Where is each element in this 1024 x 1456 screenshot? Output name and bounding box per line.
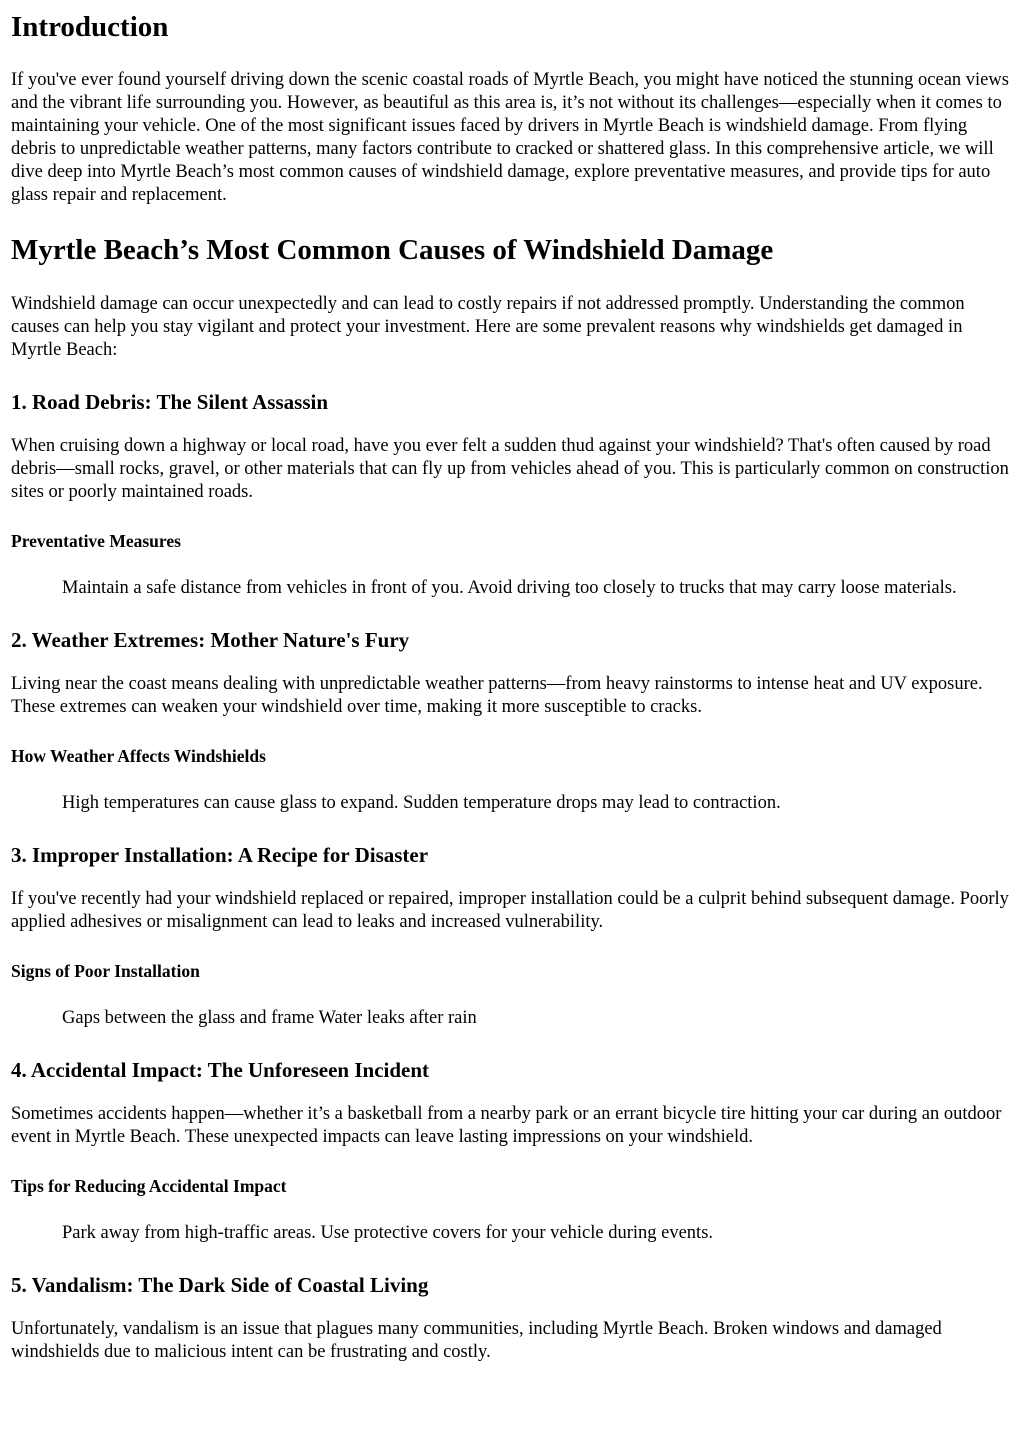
causes-paragraph: Windshield damage can occur unexpectedly and can lead to costly repairs if not addressed promptly. Understanding the common causes can help you stay vigilant and protect your investment. Here are some prevalent reasons why windshields get damaged in Myrtle Beach: (11, 294, 965, 360)
section-4-paragraph: Sometimes accidents happen—whether it’s a basketball from a nearby park or an errant bicycle tire hitting your car during an outdoor event in Myrtle Beach. These unexpected impacts can leave lasting impressions on your windshield. (11, 1104, 1002, 1147)
section-2-paragraph: Living near the coast means dealing with unpredictable weather patterns—from heavy rainstorms to intense heat and UV exposure. These extremes can weaken your windshield over time, making it more susceptible to cracks. (11, 674, 983, 717)
section-2-quote: High temperatures can cause glass to expand. Sudden temperature drops may lead to contraction. (62, 793, 781, 813)
intro-paragraph: If you've ever found yourself driving down the scenic coastal roads of Myrtle Beach, you might have noticed the stunning ocean views and the vibrant life surrounding you. However, as beautiful as this area is, it’s not without its challenges—especially when it comes to maintaining your vehicle. One of the most significant issues faced by drivers in Myrtle Beach is windshield damage. From flying debris to unpredictable weather patterns, many factors contribute to cracked or shattered glass. In this comprehensive article, we will dive deep into Myrtle Beach’s most common causes of windshield damage, explore preventative measures, and provide tips for auto glass repair and replacement. (11, 70, 1009, 205)
section-2-heading: 2. Weather Extremes: Mother Nature's Fury (11, 628, 410, 652)
intro-heading: Introduction (11, 11, 169, 43)
section-2-subheading: How Weather Affects Windshields (11, 746, 266, 766)
section-3-quote: Gaps between the glass and frame Water leaks after rain (62, 1008, 477, 1028)
section-1-heading: 1. Road Debris: The Silent Assassin (11, 390, 329, 414)
section-5-heading: 5. Vandalism: The Dark Side of Coastal Living (11, 1273, 429, 1297)
section-4-subheading: Tips for Reducing Accidental Impact (11, 1176, 287, 1196)
section-1-subheading: Preventative Measures (11, 531, 181, 551)
section-1-paragraph: When cruising down a highway or local road, have you ever felt a sudden thud against your windshield? That's often caused by road debris—small rocks, gravel, or other materials that can fly up from vehicles ahead of you. This is particularly common on construction sites or poorly maintained roads. (11, 436, 1009, 502)
article (0, 10, 1024, 1364)
section-5-paragraph: Unfortunately, vandalism is an issue that plagues many communities, including Myrtle Beach. Broken windows and damaged windshields due to malicious intent can be frustrating and costly. (11, 1319, 942, 1362)
causes-heading: Myrtle Beach’s Most Common Causes of Windshield Damage (11, 234, 774, 266)
section-1-quote: Maintain a safe distance from vehicles in front of you. Avoid driving too closely to trucks that may carry loose materials. (62, 578, 957, 598)
section-4-quote: Park away from high-traffic areas. Use protective covers for your vehicle during events. (62, 1223, 714, 1243)
section-3-subheading: Signs of Poor Installation (11, 961, 200, 981)
section-3-paragraph: If you've recently had your windshield replaced or repaired, improper installation could be a culprit behind subsequent damage. Poorly applied adhesives or misalignment can lead to leaks and increased vulnerability. (11, 889, 1009, 932)
section-3-heading: 3. Improper Installation: A Recipe for Disaster (11, 843, 429, 867)
section-4-heading: 4. Accidental Impact: The Unforeseen Incident (11, 1058, 430, 1082)
